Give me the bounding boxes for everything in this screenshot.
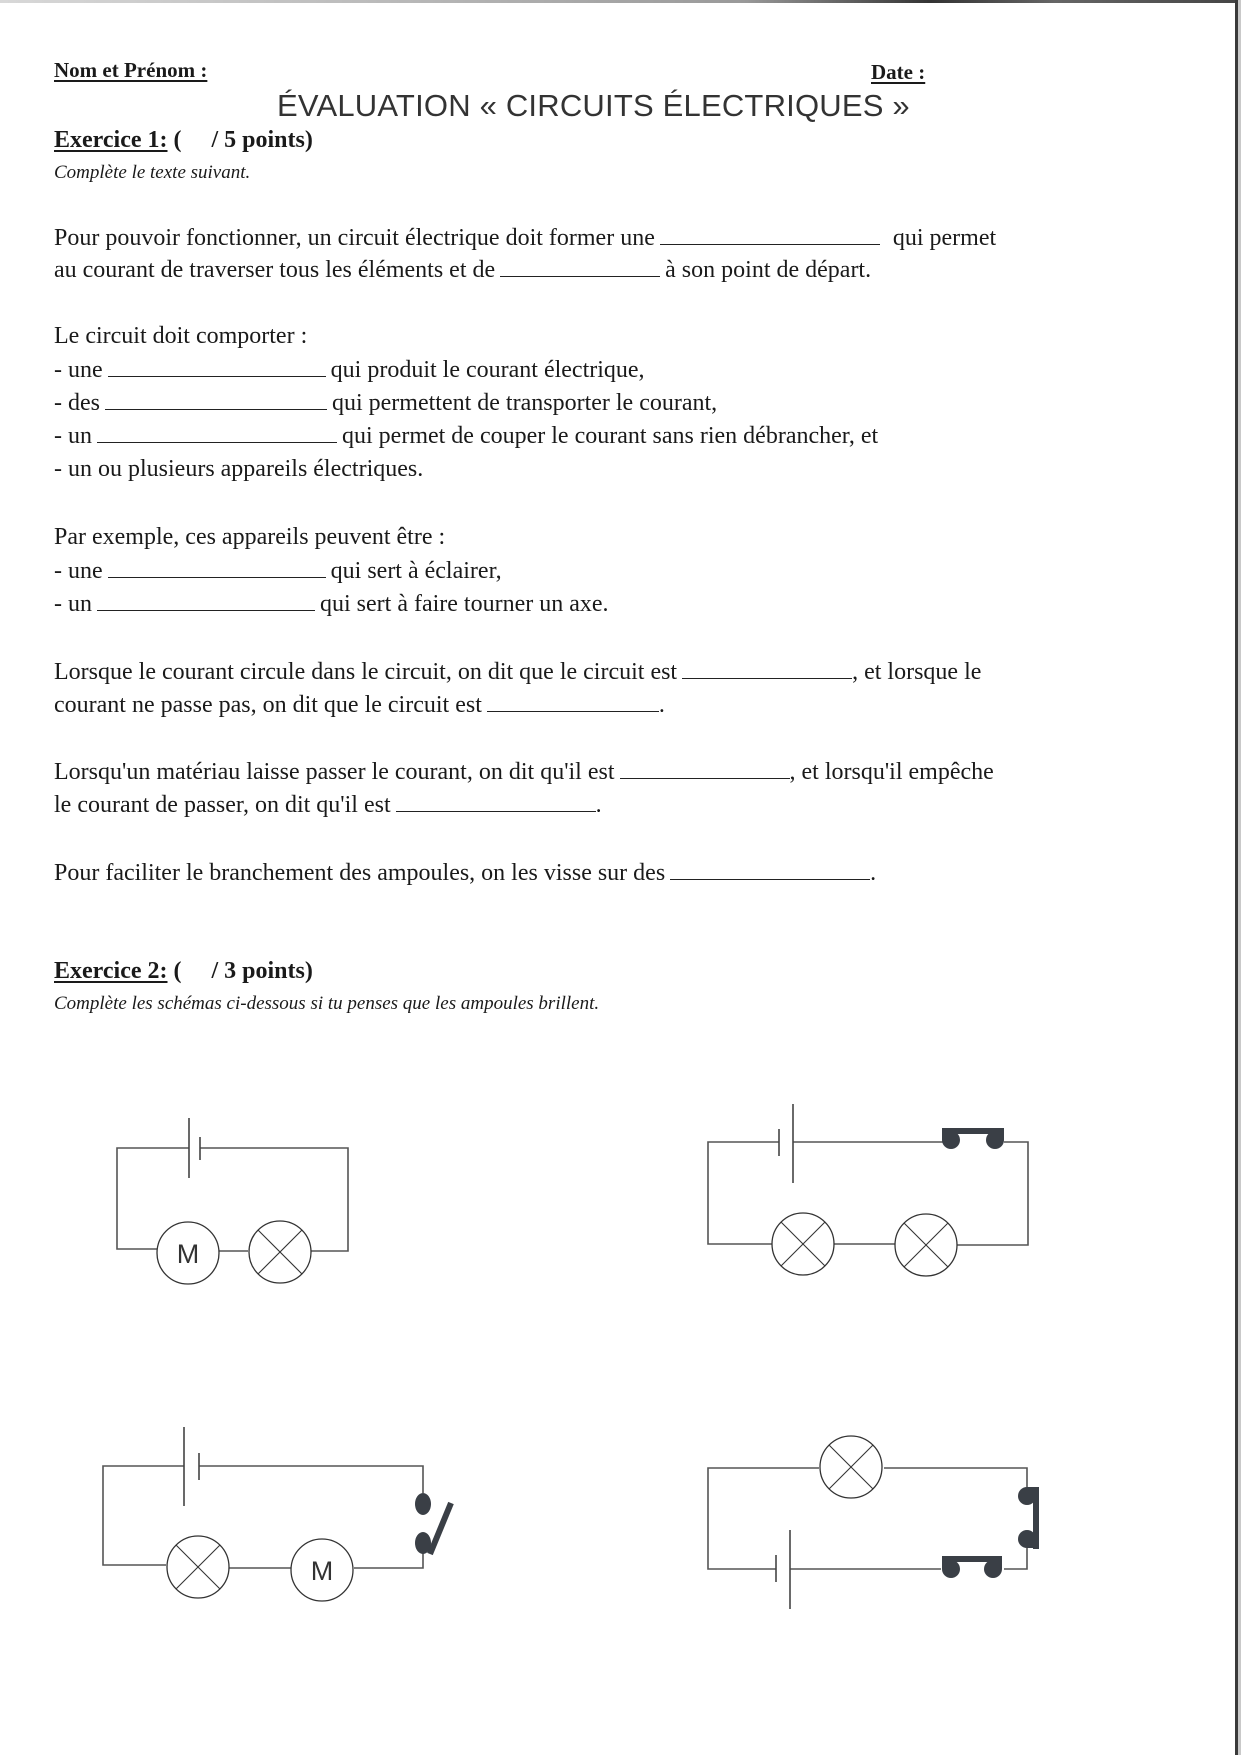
lamp-icon xyxy=(167,1536,229,1598)
name-label: Nom et Prénom : xyxy=(54,58,208,82)
text: - un xyxy=(54,591,92,617)
motor-label: M xyxy=(310,1556,334,1586)
text: courant ne passe pas, on dit que le circuit est xyxy=(54,692,482,718)
wire xyxy=(957,1142,1028,1245)
text: . xyxy=(595,792,602,818)
wire xyxy=(354,1552,423,1568)
text: Pour pouvoir fonctionner, un circuit électrique doit former une xyxy=(54,225,655,251)
wire xyxy=(884,1468,1027,1487)
text: Par exemple, ces appareils peuvent être : xyxy=(54,524,446,550)
text: Lorsque le courant circule dans le circuit, on dit que le circuit est xyxy=(54,659,678,685)
circuit-2[interactable] xyxy=(708,1104,1028,1276)
text: qui permet xyxy=(892,225,997,251)
exercise1-label: Exercice 1: xyxy=(54,127,168,153)
text: qui produit le courant électrique, xyxy=(330,357,645,383)
circuit-4[interactable] xyxy=(708,1436,1039,1609)
text: . xyxy=(658,692,665,718)
battery-icon xyxy=(189,1118,200,1178)
wire xyxy=(708,1142,779,1244)
exercise1-score: ( / 5 points) xyxy=(173,127,313,153)
wire xyxy=(708,1468,819,1569)
text: . xyxy=(870,860,877,886)
text: qui sert à éclairer, xyxy=(330,558,502,584)
text: qui permettent de transporter le courant, xyxy=(331,390,718,416)
text: qui sert à faire tourner un axe. xyxy=(320,591,609,617)
battery-icon xyxy=(184,1427,199,1506)
motor-icon xyxy=(157,1222,219,1284)
text: Lorsqu'un matériau laisse passer le courant, on dit qu'il est xyxy=(54,759,615,785)
closed-switch-icon xyxy=(942,1556,1002,1578)
lamp-icon xyxy=(249,1221,311,1283)
text: à son point de départ. xyxy=(665,257,872,283)
text: - une xyxy=(54,357,103,383)
date-label: Date : xyxy=(871,60,926,84)
text: au courant de traverser tous les éléments et de xyxy=(54,257,496,283)
open-switch-icon xyxy=(415,1493,451,1554)
exercise1-instruction: Complète le texte suivant. xyxy=(54,162,251,183)
text: le courant de passer, on dit qu'il est xyxy=(54,792,391,818)
exercise2-instruction: Complète les schémas ci-dessous si tu penses que les ampoules brillent. xyxy=(54,993,600,1014)
text: Pour faciliter le branchement des ampoules, on les visse sur des xyxy=(54,860,666,886)
text: - une xyxy=(54,558,103,584)
battery-icon xyxy=(776,1530,790,1609)
closed-switch-icon xyxy=(1018,1487,1039,1549)
exercise2-score: ( / 3 points) xyxy=(173,958,313,984)
text: Le circuit doit comporter : xyxy=(54,323,308,349)
wire xyxy=(1004,1548,1027,1569)
exercise2-label: Exercice 2: xyxy=(54,958,168,984)
text: - un ou plusieurs appareils électriques. xyxy=(54,456,424,482)
circuit-3[interactable] xyxy=(103,1427,451,1601)
lamp-icon xyxy=(820,1436,882,1498)
page-title: ÉVALUATION « CIRCUITS ÉLECTRIQUES » xyxy=(277,88,910,123)
text: qui permet de couper le courant sans rien débrancher, et xyxy=(342,423,879,449)
text: - un xyxy=(54,423,92,449)
circuit-1[interactable] xyxy=(117,1118,348,1284)
motor-icon xyxy=(291,1539,353,1601)
closed-switch-icon xyxy=(942,1128,1004,1149)
lamp-icon xyxy=(772,1213,834,1275)
motor-label: M xyxy=(176,1239,200,1269)
battery-icon xyxy=(779,1104,793,1183)
text: , et lorsqu'il empêche xyxy=(789,759,994,785)
text: , et lorsque le xyxy=(852,659,982,685)
text: - des xyxy=(54,390,100,416)
lamp-icon xyxy=(895,1214,957,1276)
wire xyxy=(199,1466,423,1493)
